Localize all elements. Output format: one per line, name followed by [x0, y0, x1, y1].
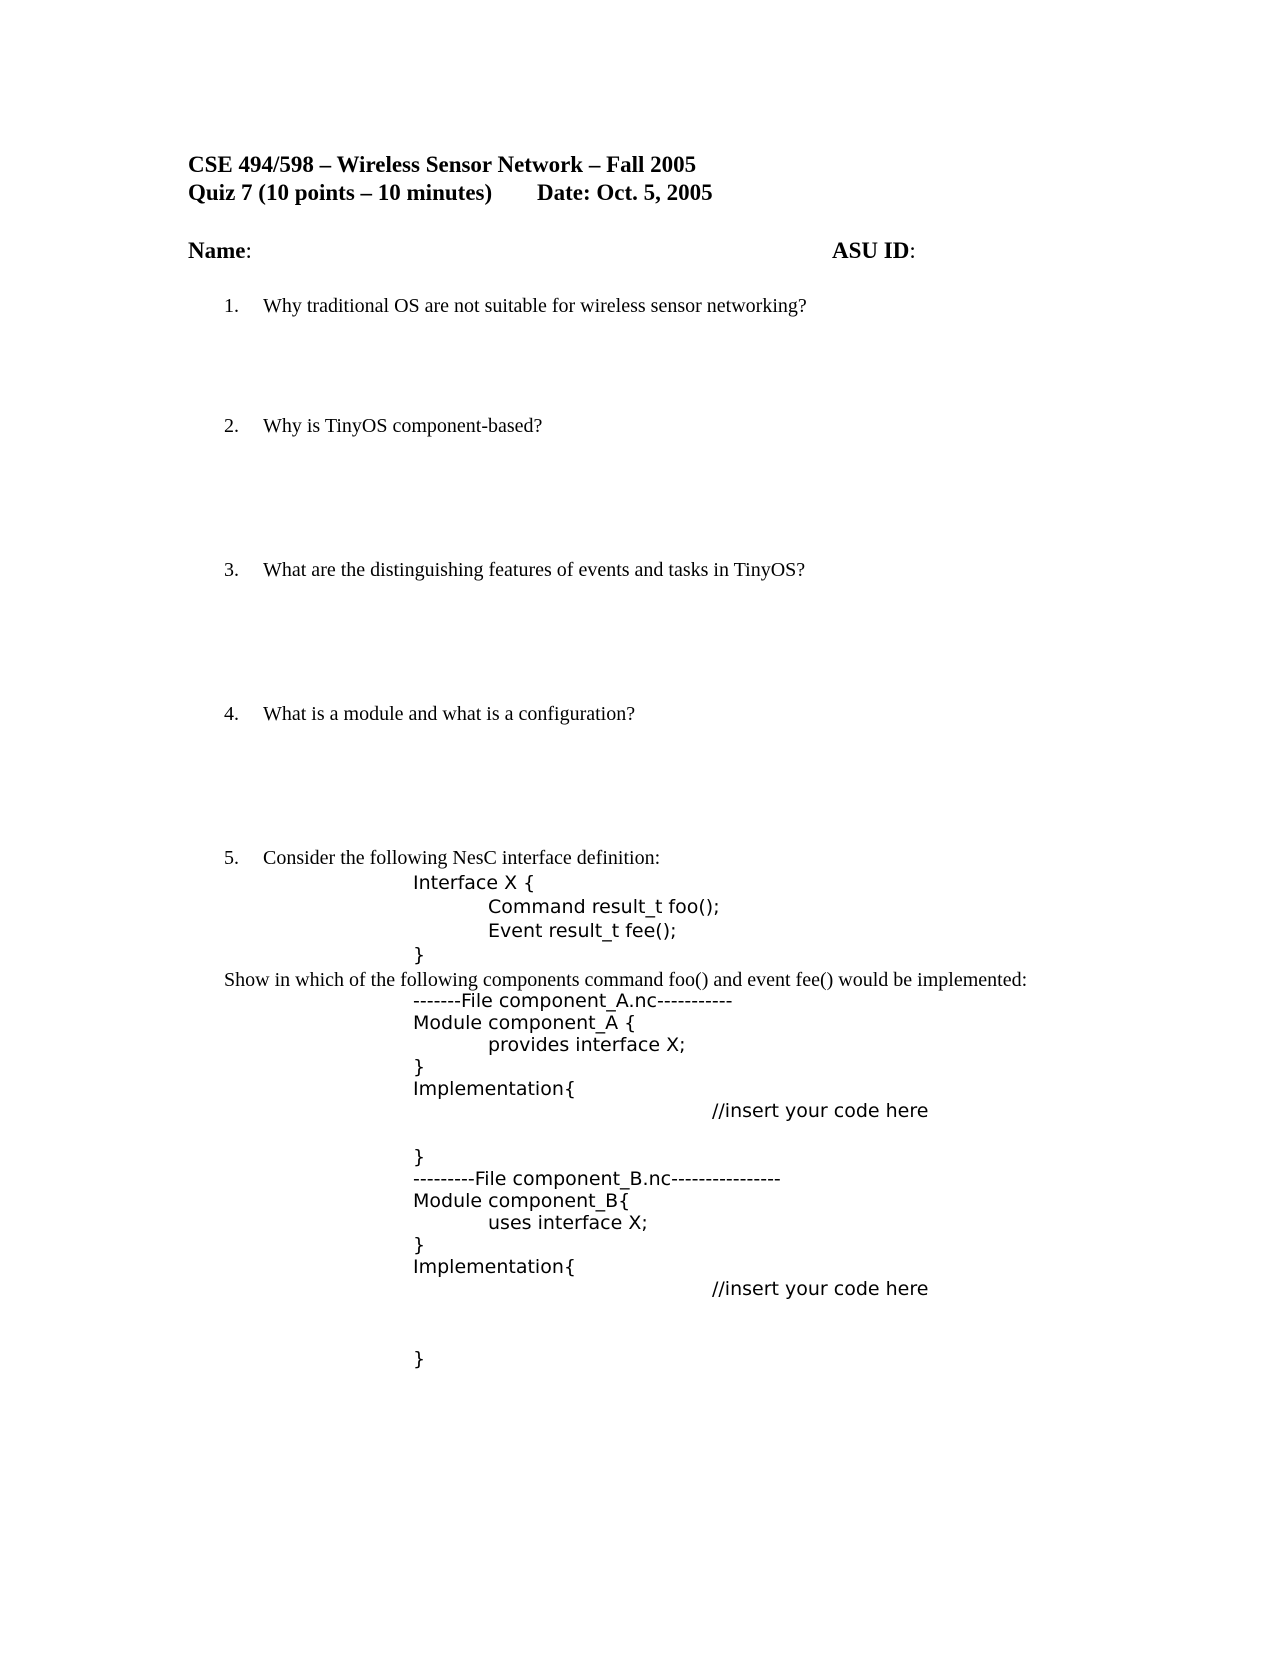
question-number: 3. — [224, 559, 239, 581]
question-number: 1. — [224, 295, 239, 317]
code-line: } — [413, 944, 426, 966]
question-text: What are the distinguishing features of events and tasks in TinyOS? — [263, 559, 806, 581]
instruction-text: Show in which of the following components command foo() and event fee() would be implemented: — [224, 969, 1028, 991]
close-brace: } — [413, 1234, 426, 1256]
question-text: Why traditional OS are not suitable for wireless sensor networking? — [263, 295, 807, 317]
close-brace: } — [413, 1146, 426, 1168]
name-label-text: Name — [188, 238, 246, 263]
close-brace: } — [413, 1348, 426, 1370]
question-text: Consider the following NesC interface definition: — [263, 847, 661, 869]
insert-code-comment: //insert your code here — [712, 1100, 929, 1122]
name-field-label — [188, 237, 252, 265]
question-text: What is a module and what is a configuration? — [263, 703, 636, 725]
asu-id-label-text: ASU ID — [832, 238, 910, 263]
quiz-title: Quiz 7 (10 points – 10 minutes) — [188, 180, 493, 205]
question-number: 2. — [224, 415, 239, 437]
code-line: Command result_t foo(); — [488, 896, 720, 918]
implementation-line: Implementation{ — [413, 1078, 576, 1100]
question-number: 5. — [224, 847, 239, 869]
code-line: Interface X { — [413, 872, 536, 894]
name-colon: : — [245, 238, 252, 263]
uses-line: uses interface X; — [488, 1212, 648, 1234]
question-text: Why is TinyOS component-based? — [263, 415, 543, 437]
quiz-date: Date: Oct. 5, 2005 — [537, 180, 713, 205]
course-title: CSE 494/598 – Wireless Sensor Network – Fall 2005 — [188, 152, 697, 177]
question-number: 4. — [224, 703, 239, 725]
asu-id-colon: : — [909, 238, 916, 263]
provides-line: provides interface X; — [488, 1034, 686, 1056]
close-brace: } — [413, 1056, 426, 1078]
file-header-line: -------File component_A.nc----------- — [413, 990, 733, 1012]
module-line: Module component_A { — [413, 1012, 637, 1034]
asu-id-field-label — [832, 237, 916, 265]
file-header-line: ---------File component_B.nc---------------- — [413, 1168, 781, 1190]
insert-code-comment: //insert your code here — [712, 1278, 929, 1300]
code-line: Event result_t fee(); — [488, 920, 677, 942]
module-line: Module component_B{ — [413, 1190, 631, 1212]
implementation-line: Implementation{ — [413, 1256, 576, 1278]
